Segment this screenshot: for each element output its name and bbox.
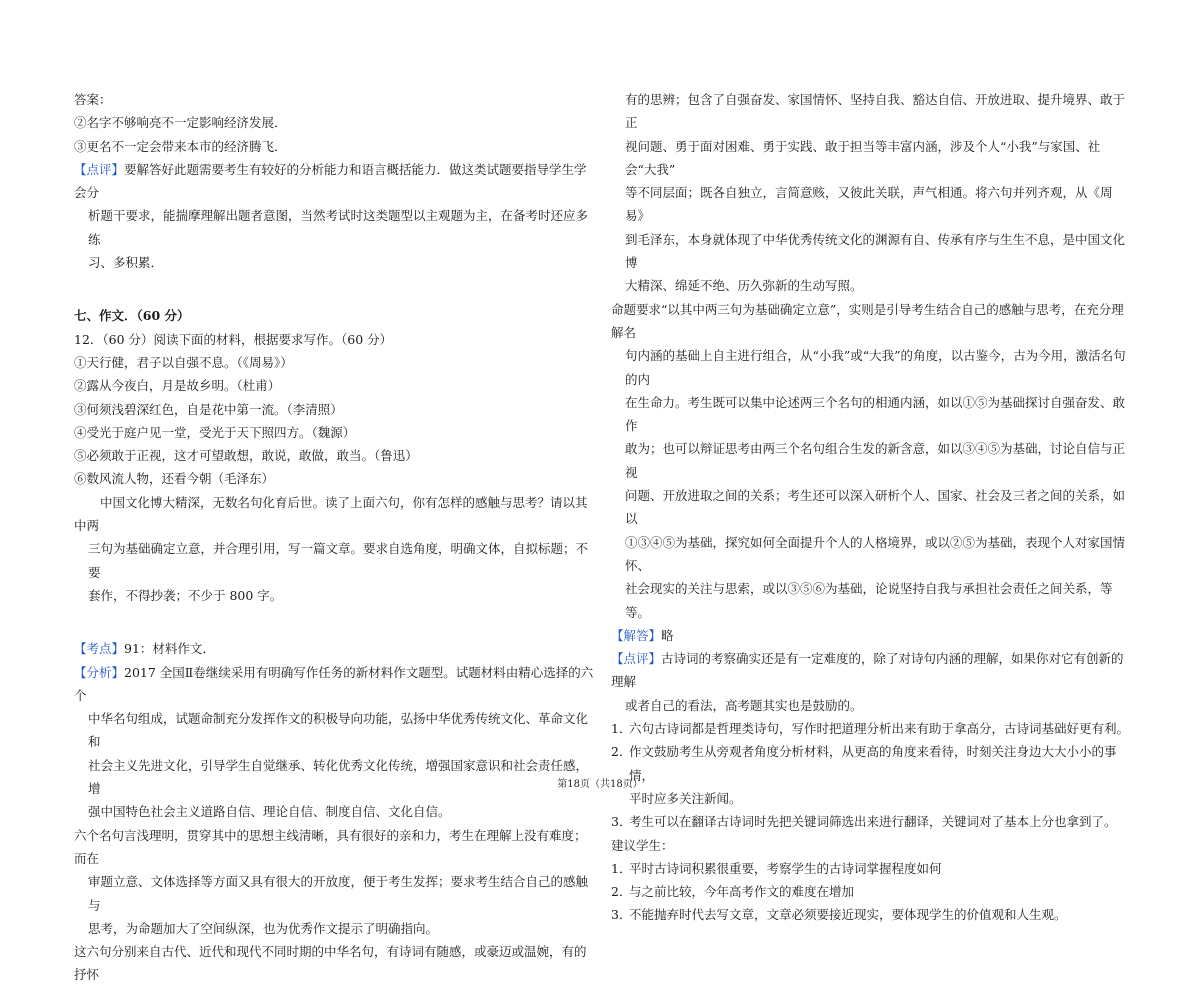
tip-text: 考生可以在翻译古诗词时先把关键词筛选出来进行翻译，关键词对了基本上分也拿到了。 [629,814,1117,830]
quote-item: ③何须浅碧深红色，自是花中第一流。（李清照） [74,401,343,417]
requirement-line: 问题、开放进取之间的关系；考生还可以深入研析个人、国家、社会及三者之间的关系，如以 [625,488,1126,527]
prompt-line: 中国文化博大精深，无数名句化育后世。读了上面六句，你有怎样的感触与思考？请以其中两 [74,494,588,534]
prompt-line: 三句为基础确定立意，并合理引用，写一篇文章。要求自选角度，明确文体，自拟标题；不要 [88,541,589,580]
paragraph-line: 等不同层面；既各自独立，言简意赅，又彼此关联，声气相通。将六句并列齐观，从《周易》 [625,185,1113,224]
paragraph-line: 思考，为命题加大了空间纵深，也为优秀作文提示了明确指向。 [88,920,439,936]
jieda-text: 略 [661,627,674,643]
quote-item: ⑤必须敢于正视，这才可望敢想，敢说，敢做，敢当。（鲁迅） [74,448,418,464]
advice-label: 建议学生： [611,837,674,853]
paragraph-line: 视问题、勇于面对困难、勇于实践、敢于担当等丰富内涵，涉及个人“小我”与家国、社会“大我” [625,138,1101,177]
paragraph-line: 有的思辨；包含了自强奋发、家国情怀、坚持自我、豁达自信、开放进取、提升境界、敢于正 [625,92,1126,131]
right-column [611,88,1131,927]
quote-item: ④受光于庭户见一堂，受光于天下照四方。（魏源） [74,424,356,440]
tip-number: 3． [611,814,632,830]
comment-line: 或者自己的看法，高考题其实也是鼓励的。 [625,697,863,713]
quote-item: ①天行健，君子以自强不息。（《周易》） [74,354,293,370]
advice-number: 2． [611,884,632,900]
tip-text: 作文鼓励考生从旁观者角度分析材料，从更高的角度来看待，时刻关注身边大大小小的事情， [629,744,1117,783]
kaodian-tag: 【考点】 [74,641,125,657]
fenxi-text: 2017 全国Ⅱ卷继续采用有明确写作任务的新材料作文题型。试题材料由精心选择的六个 [74,664,594,703]
left-column [74,88,594,987]
section-title: 七、作文．（60 分） [74,308,190,324]
comment-line: 习、多积累． [88,255,164,271]
page-footer: 第18页（共18页） [557,779,643,790]
comment-paragraph [74,158,594,205]
kaodian-paragraph [74,637,594,660]
tip-item [611,717,1131,740]
paragraph-line: 这六句分别来自古代、近代和现代不同时期的中华名句，有诗词有随感，或豪迈或温婉，有的抒怀 [74,944,587,983]
fenxi-line: 强中国特色社会主义道路自信、理论自信、制度自信、文化自信。 [88,804,451,820]
question-12: 12．（60 分）阅读下面的材料，根据要求写作。（60 分） [74,331,393,347]
jieda-tag: 【解答】 [611,627,662,643]
requirement-line: ①③④⑤为基础，探究如何全面提升个人的人格境界，或以②⑤为基础，表现个人对家国情怀、 [625,534,1126,573]
answer-label: 答案： [74,92,112,107]
fenxi-line: 中华名句组成，试题命制充分发挥作文的积极导向功能，弘扬中华优秀传统文化、革命文化和 [88,711,589,750]
quote-item: ②露从今夜白，月是故乡明。（杜甫） [74,378,281,394]
fenxi-tag: 【分析】 [74,664,125,680]
requirement-line: 敢为；也可以辩证思考由两三个名句组合生发的新含意，如以③④⑤为基础，讨论自信与正视 [625,441,1126,480]
answer-line: ②名字不够响亮不一定影响经济发展． [74,115,287,131]
paragraph-line: 审题立意、文体选择等方面又具有很大的开放度，便于考生发挥；要求考生结合自己的感触与 [88,874,589,913]
requirement-line: 句内涵的基础上自主进行组合，从“小我”或“大我”的角度，以古鉴今，古为今用，激活名句的内 [625,348,1126,387]
tip-number: 2． [611,744,632,760]
comment-tag: 【点评】 [74,161,125,177]
tip-number: 1． [611,721,632,737]
requirement-line: 命题要求“以其中两三句为基础确定立意”，实则是引导考生结合自己的感触与思考，在充分理解名 [611,301,1124,340]
paragraph-line: 大精深、绵延不绝、历久弥新的生动写照。 [625,278,863,294]
tip-text: 平时应多关注新闻。 [629,790,742,806]
requirement-line: 在生命力。考生既可以集中论述两三个名句的相通内涵，如以①⑤为基础探讨自强奋发、敢作 [625,394,1126,434]
comment-text: 要解答好此题需要考生有较好的分析能力和语言概括能力．做这类试题要指导学生学会分 [74,161,587,201]
fenxi-line: 社会主义先进文化，引导学生自觉继承、转化优秀文化传统，增强国家意识和社会责任感，增 [88,757,589,797]
advice-item [611,880,1131,903]
tip-item [611,810,1131,833]
prompt-line: 套作，不得抄袭；不少于 800 字。 [88,587,283,603]
fenxi-paragraph [74,661,594,708]
paragraph-line: 六个名句言浅理明，贯穿其中的思想主线清晰，具有很好的亲和力，考生在理解上没有难度；而在 [74,827,587,866]
paragraph-line: 到毛泽东，本身就体现了中华优秀传统文化的渊源有自、传承有序与生生不息，是中国文化博 [625,231,1126,271]
advice-text: 不能抛弃时代去写文章，文章必须要接近现实，要体现学生的价值观和人生观。 [629,907,1067,923]
advice-number: 3． [611,907,632,923]
advice-text: 平时古诗词积累很重要，考察学生的古诗词掌握程度如何 [629,860,942,876]
kaodian-text: 91：材料作文． [124,641,215,657]
requirement-line: 社会现实的关注与思索，或以③⑤⑥为基础，论说坚持自我与承担社会责任之间关系，等等。 [625,581,1113,620]
tip-text: 六句古诗词都是哲理类诗句，写作时把道理分析出来有助于拿高分，古诗词基础好更有利。 [629,721,1130,737]
advice-number: 1． [611,860,632,876]
comment-tag: 【点评】 [611,651,662,667]
advice-item [611,903,1131,926]
quote-item: ⑥数风流人物，还看今朝（毛泽东） [74,471,275,487]
advice-text: 与之前比较，今年高考作文的难度在增加 [629,884,855,900]
comment-text: 古诗词的考察确实还是有一定难度的，除了对诗句内涵的理解，如果你对它有创新的理解 [611,651,1124,690]
answer-line: ③更名不一定会带来本市的经济腾飞． [74,138,287,154]
comment-paragraph [611,647,1131,694]
advice-item [611,857,1131,880]
comment-line: 析题干要求，能揣摩理解出题者意图，当然考试时这类题型以主观题为主，在备考时还应多练 [88,208,589,247]
jieda-paragraph [611,624,1131,647]
